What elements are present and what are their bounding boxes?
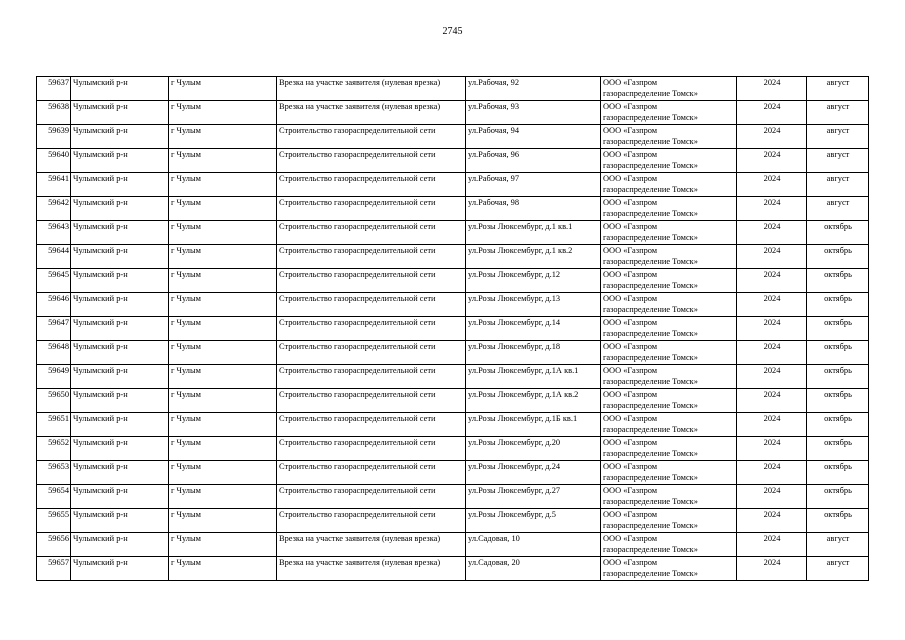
cell-record-id: 59655 [37,509,71,533]
cell-record-id: 59642 [37,197,71,221]
cell-work-type: Строительство газораспределительной сети [277,221,466,245]
cell-record-id: 59648 [37,341,71,365]
cell-address: ул.Розы Люксембург, д.20 [466,437,601,461]
cell-locality: г Чулым [169,533,277,557]
cell-month: октябрь [807,221,869,245]
cell-locality: г Чулым [169,149,277,173]
table-row [37,461,869,485]
cell-year: 2024 [737,389,807,413]
cell-organization [601,149,737,173]
cell-month: октябрь [807,293,869,317]
cell-work-type: Строительство газораспределительной сети [277,197,466,221]
cell-organization [601,293,737,317]
organization-line-1: ООО «Газпром [603,486,658,495]
cell-month: август [807,197,869,221]
organization-line-2: газораспределение Томск» [603,329,698,338]
cell-year: 2024 [737,485,807,509]
cell-locality: г Чулым [169,341,277,365]
organization-line-1: ООО «Газпром [603,558,658,567]
cell-work-type: Строительство газораспределительной сети [277,413,466,437]
cell-year: 2024 [737,245,807,269]
cell-organization [601,269,737,293]
cell-locality: г Чулым [169,365,277,389]
organization-line-2: газораспределение Томск» [603,569,698,578]
table-row [37,197,869,221]
cell-organization [601,389,737,413]
organization-line-1: ООО «Газпром [603,318,658,327]
cell-record-id: 59640 [37,149,71,173]
organization-line-2: газораспределение Томск» [603,233,698,242]
cell-work-type: Строительство газораспределительной сети [277,125,466,149]
organization-line-2: газораспределение Томск» [603,497,698,506]
table-row [37,533,869,557]
cell-organization [601,77,737,101]
cell-year: 2024 [737,413,807,437]
organization-line-2: газораспределение Томск» [603,137,698,146]
cell-district: Чулымский р-н [71,221,169,245]
cell-month: август [807,101,869,125]
cell-locality: г Чулым [169,413,277,437]
cell-district: Чулымский р-н [71,461,169,485]
cell-district: Чулымский р-н [71,197,169,221]
cell-address: ул.Рабочая, 96 [466,149,601,173]
cell-month: август [807,149,869,173]
cell-address: ул.Розы Люксембург, д.1 кв.2 [466,245,601,269]
cell-record-id: 59638 [37,101,71,125]
organization-line-2: газораспределение Томск» [603,305,698,314]
cell-organization [601,461,737,485]
table-row [37,149,869,173]
cell-organization [601,437,737,461]
cell-address: ул.Розы Люксембург, д.1А кв.2 [466,389,601,413]
organization-line-1: ООО «Газпром [603,198,658,207]
cell-work-type: Строительство газораспределительной сети [277,389,466,413]
cell-work-type: Строительство газораспределительной сети [277,293,466,317]
cell-work-type: Строительство газораспределительной сети [277,365,466,389]
organization-line-1: ООО «Газпром [603,174,658,183]
cell-organization [601,509,737,533]
organization-line-2: газораспределение Томск» [603,257,698,266]
cell-locality: г Чулым [169,557,277,581]
cell-month: октябрь [807,461,869,485]
cell-address: ул.Розы Люксембург, д.24 [466,461,601,485]
cell-month: октябрь [807,485,869,509]
table-row [37,389,869,413]
organization-line-2: газораспределение Томск» [603,353,698,362]
cell-record-id: 59646 [37,293,71,317]
organization-line-1: ООО «Газпром [603,390,658,399]
organization-line-2: газораспределение Томск» [603,473,698,482]
organization-line-2: газораспределение Томск» [603,161,698,170]
cell-record-id: 59641 [37,173,71,197]
organization-line-2: газораспределение Томск» [603,89,698,98]
table-body [37,77,869,581]
cell-locality: г Чулым [169,269,277,293]
cell-work-type: Строительство газораспределительной сети [277,269,466,293]
cell-year: 2024 [737,533,807,557]
cell-district: Чулымский р-н [71,125,169,149]
cell-address: ул.Розы Люксембург, д.5 [466,509,601,533]
organization-line-1: ООО «Газпром [603,246,658,255]
table-row [37,293,869,317]
cell-month: август [807,77,869,101]
cell-month: октябрь [807,341,869,365]
cell-year: 2024 [737,77,807,101]
cell-address: ул.Садовая, 20 [466,557,601,581]
organization-line-2: газораспределение Томск» [603,377,698,386]
cell-address: ул.Рабочая, 94 [466,125,601,149]
cell-district: Чулымский р-н [71,557,169,581]
table-row [37,317,869,341]
cell-year: 2024 [737,149,807,173]
cell-district: Чулымский р-н [71,341,169,365]
organization-line-2: газораспределение Томск» [603,545,698,554]
cell-work-type: Строительство газораспределительной сети [277,245,466,269]
cell-year: 2024 [737,341,807,365]
cell-district: Чулымский р-н [71,509,169,533]
cell-locality: г Чулым [169,485,277,509]
cell-record-id: 59654 [37,485,71,509]
organization-line-1: ООО «Газпром [603,414,658,423]
cell-locality: г Чулым [169,437,277,461]
table-row [37,557,869,581]
table-row [37,173,869,197]
organization-line-1: ООО «Газпром [603,342,658,351]
cell-work-type: Строительство газораспределительной сети [277,437,466,461]
cell-address: ул.Розы Люксембург, д.12 [466,269,601,293]
cell-locality: г Чулым [169,197,277,221]
cell-record-id: 59649 [37,365,71,389]
cell-month: октябрь [807,317,869,341]
cell-locality: г Чулым [169,221,277,245]
cell-work-type: Строительство газораспределительной сети [277,509,466,533]
cell-month: август [807,557,869,581]
cell-address: ул.Розы Люксембург, д.14 [466,317,601,341]
cell-organization [601,485,737,509]
cell-district: Чулымский р-н [71,245,169,269]
organization-line-1: ООО «Газпром [603,222,658,231]
cell-year: 2024 [737,125,807,149]
organization-line-1: ООО «Газпром [603,150,658,159]
cell-month: август [807,533,869,557]
organization-line-2: газораспределение Томск» [603,449,698,458]
organization-line-1: ООО «Газпром [603,78,658,87]
cell-locality: г Чулым [169,389,277,413]
organization-line-1: ООО «Газпром [603,366,658,375]
organization-line-2: газораспределение Томск» [603,113,698,122]
cell-year: 2024 [737,293,807,317]
organization-line-2: газораспределение Томск» [603,521,698,530]
cell-district: Чулымский р-н [71,269,169,293]
cell-record-id: 59643 [37,221,71,245]
cell-address: ул.Рабочая, 93 [466,101,601,125]
cell-month: октябрь [807,437,869,461]
cell-year: 2024 [737,557,807,581]
cell-record-id: 59645 [37,269,71,293]
cell-month: октябрь [807,245,869,269]
cell-organization [601,197,737,221]
cell-district: Чулымский р-н [71,77,169,101]
cell-work-type: Строительство газораспределительной сети [277,173,466,197]
cell-year: 2024 [737,221,807,245]
organization-line-1: ООО «Газпром [603,102,658,111]
cell-locality: г Чулым [169,293,277,317]
cell-year: 2024 [737,365,807,389]
cell-address: ул.Рабочая, 98 [466,197,601,221]
organization-line-1: ООО «Газпром [603,510,658,519]
cell-record-id: 59650 [37,389,71,413]
cell-month: октябрь [807,389,869,413]
cell-month: август [807,125,869,149]
cell-organization [601,221,737,245]
organization-line-2: газораспределение Томск» [603,185,698,194]
organization-line-1: ООО «Газпром [603,462,658,471]
cell-organization [601,101,737,125]
cell-year: 2024 [737,461,807,485]
cell-work-type: Врезка на участке заявителя (нулевая врезка) [277,101,466,125]
organization-line-1: ООО «Газпром [603,126,658,135]
cell-work-type: Врезка на участке заявителя (нулевая врезка) [277,533,466,557]
table-row [37,509,869,533]
cell-organization [601,365,737,389]
cell-district: Чулымский р-н [71,437,169,461]
cell-district: Чулымский р-н [71,533,169,557]
cell-organization [601,413,737,437]
cell-address: ул.Садовая, 10 [466,533,601,557]
cell-month: октябрь [807,269,869,293]
cell-locality: г Чулым [169,125,277,149]
cell-work-type: Строительство газораспределительной сети [277,149,466,173]
cell-address: ул.Розы Люксембург, д.27 [466,485,601,509]
cell-record-id: 59644 [37,245,71,269]
cell-work-type: Строительство газораспределительной сети [277,341,466,365]
cell-work-type: Строительство газораспределительной сети [277,485,466,509]
cell-address: ул.Розы Люксембург, д.13 [466,293,601,317]
organization-line-1: ООО «Газпром [603,294,658,303]
cell-district: Чулымский р-н [71,413,169,437]
cell-locality: г Чулым [169,77,277,101]
organization-line-1: ООО «Газпром [603,534,658,543]
organization-line-1: ООО «Газпром [603,270,658,279]
cell-organization [601,125,737,149]
cell-locality: г Чулым [169,245,277,269]
organization-line-1: ООО «Газпром [603,438,658,447]
cell-record-id: 59653 [37,461,71,485]
cell-work-type: Врезка на участке заявителя (нулевая врезка) [277,557,466,581]
cell-month: октябрь [807,413,869,437]
cell-record-id: 59652 [37,437,71,461]
table-row [37,485,869,509]
cell-district: Чулымский р-н [71,149,169,173]
cell-work-type: Строительство газораспределительной сети [277,317,466,341]
table-row [37,221,869,245]
cell-locality: г Чулым [169,173,277,197]
table-row [37,77,869,101]
table-row [37,365,869,389]
organization-line-2: газораспределение Томск» [603,425,698,434]
cell-organization [601,173,737,197]
cell-month: октябрь [807,365,869,389]
cell-work-type: Строительство газораспределительной сети [277,461,466,485]
table-row [37,341,869,365]
cell-district: Чулымский р-н [71,485,169,509]
cell-address: ул.Розы Люксембург, д.18 [466,341,601,365]
cell-address: ул.Розы Люксембург, д.1 кв.1 [466,221,601,245]
cell-organization [601,317,737,341]
cell-district: Чулымский р-н [71,389,169,413]
cell-record-id: 59656 [37,533,71,557]
cell-month: август [807,173,869,197]
cell-address: ул.Рабочая, 97 [466,173,601,197]
cell-address: ул.Рабочая, 92 [466,77,601,101]
cell-organization [601,557,737,581]
cell-record-id: 59657 [37,557,71,581]
cell-work-type: Врезка на участке заявителя (нулевая врезка) [277,77,466,101]
cell-locality: г Чулым [169,509,277,533]
cell-record-id: 59639 [37,125,71,149]
table-row [37,245,869,269]
cell-district: Чулымский р-н [71,365,169,389]
cell-year: 2024 [737,437,807,461]
cell-year: 2024 [737,317,807,341]
cell-organization [601,245,737,269]
organization-line-2: газораспределение Томск» [603,209,698,218]
organization-line-2: газораспределение Томск» [603,401,698,410]
cell-month: октябрь [807,509,869,533]
organization-line-2: газораспределение Томск» [603,281,698,290]
cell-organization [601,341,737,365]
table-row [37,101,869,125]
cell-year: 2024 [737,269,807,293]
cell-locality: г Чулым [169,317,277,341]
cell-locality: г Чулым [169,461,277,485]
cell-district: Чулымский р-н [71,293,169,317]
cell-record-id: 59651 [37,413,71,437]
table-row [37,437,869,461]
cell-year: 2024 [737,173,807,197]
cell-address: ул.Розы Люксембург, д.1Б кв.1 [466,413,601,437]
cell-record-id: 59637 [37,77,71,101]
table-row [37,413,869,437]
registry-table [36,76,869,581]
cell-district: Чулымский р-н [71,101,169,125]
cell-district: Чулымский р-н [71,173,169,197]
cell-record-id: 59647 [37,317,71,341]
cell-year: 2024 [737,509,807,533]
table-row [37,269,869,293]
cell-address: ул.Розы Люксембург, д.1А кв.1 [466,365,601,389]
cell-year: 2024 [737,197,807,221]
table-row [37,125,869,149]
cell-locality: г Чулым [169,101,277,125]
page-number: 2745 [442,26,463,37]
cell-year: 2024 [737,101,807,125]
cell-organization [601,533,737,557]
cell-district: Чулымский р-н [71,317,169,341]
